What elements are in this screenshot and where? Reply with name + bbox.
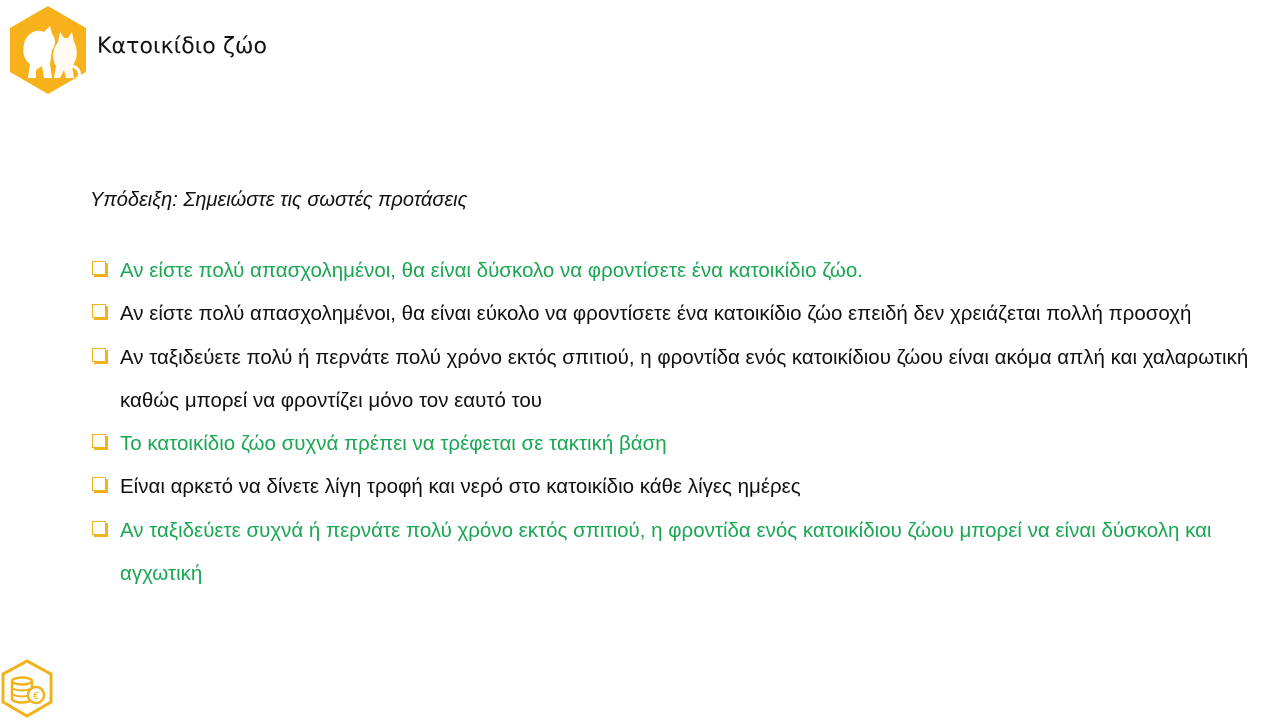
checkbox-icon[interactable] [92, 348, 106, 362]
options-list [92, 249, 1252, 595]
option-item-4[interactable] [92, 422, 1252, 465]
checkbox-icon[interactable] [92, 261, 106, 275]
option-text: Το κατοικίδιο ζώο συχνά πρέπει να τρέφεται σε τακτική βάση [120, 432, 667, 456]
option-text: Είναι αρκετό να δίνετε λίγη τροφή και νερό στο κατοικίδιο κάθε λίγες ημέρες [120, 475, 801, 499]
option-text: Αν ταξιδεύετε συχνά ή περνάτε πολύ χρόνο εκτός σπιτιού, η φροντίδα ενός κατοικίδιου ζώου μπορεί να είναι δύσκολη και αγχωτική [120, 518, 1212, 586]
checkbox-icon[interactable] [92, 304, 106, 318]
hint-text: Υπόδειξη: Σημειώστε τις σωστές προτάσεις [90, 189, 468, 211]
option-item-3[interactable] [92, 336, 1252, 423]
pet-logo-icon [6, 4, 90, 96]
svg-text:€: € [32, 691, 40, 702]
checkbox-icon[interactable] [92, 434, 106, 448]
option-text: Αν είστε πολύ απασχολημένοι, θα είναι δύσκολο να φροντίσετε ένα κατοικίδιο ζώο. [120, 259, 863, 282]
option-item-6[interactable] [92, 509, 1252, 596]
coins-badge-icon [0, 659, 54, 719]
checkbox-icon[interactable] [92, 477, 106, 491]
option-item-5[interactable] [92, 465, 1252, 508]
option-text: Αν ταξιδεύετε πολύ ή περνάτε πολύ χρόνο εκτός σπιτιού, η φροντίδα ενός κατοικίδιου ζώου είναι ακόμα απλή και χαλαρωτική καθώς μπορεί να φροντίζει μόνο τον εαυτό του [120, 345, 1249, 412]
option-item-1[interactable] [92, 249, 1252, 292]
page-title: Κατοικίδιο ζώο [97, 34, 268, 59]
option-text: Αν είστε πολύ απασχολημένοι, θα είναι εύκολο να φροντίσετε ένα κατοικίδιο ζώο επειδή δεν χρειάζεται πολλή προσοχή [120, 302, 1192, 326]
checkbox-icon[interactable] [92, 521, 106, 535]
option-item-2[interactable] [92, 292, 1252, 335]
